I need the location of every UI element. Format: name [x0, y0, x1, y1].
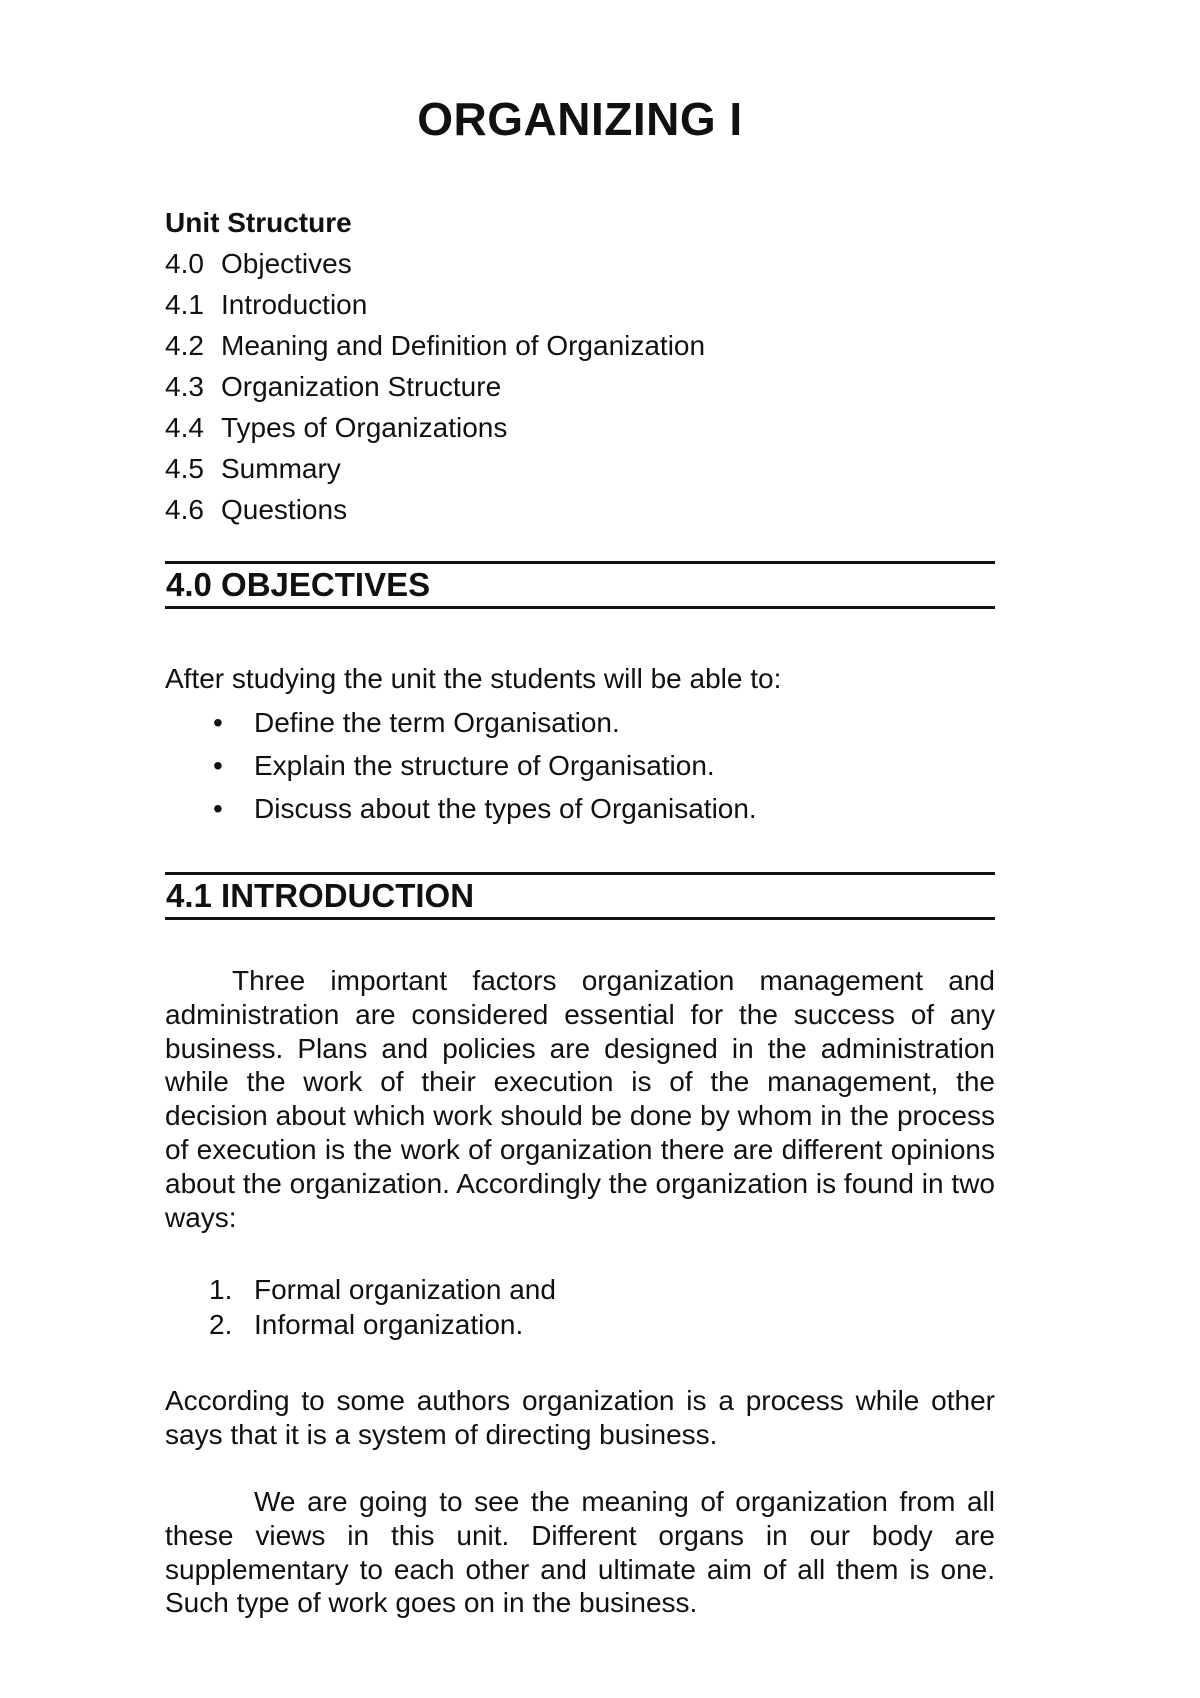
bullet-icon: • — [213, 750, 223, 781]
bullet-item — [165, 787, 995, 830]
introduction-paragraph-2: According to some authors organization is a process while other says that it is a system of directing business. — [165, 1385, 995, 1450]
toc-item-label: Introduction — [221, 289, 368, 320]
bullet-item — [165, 744, 995, 787]
toc-item-number: 4.3 — [165, 371, 204, 402]
bullet-icon: • — [213, 707, 223, 738]
toc-item-label: Summary — [221, 453, 341, 484]
toc-item-number: 4.6 — [165, 494, 204, 525]
unit-structure — [165, 203, 995, 530]
toc-item — [165, 325, 995, 366]
toc-item-label: Meaning and Definition of Organization — [221, 330, 706, 361]
toc-item — [165, 284, 995, 325]
unit-structure-list — [165, 243, 995, 530]
toc-item — [165, 448, 995, 489]
bullet-icon: • — [213, 793, 223, 824]
toc-item-number: 4.0 — [165, 248, 204, 279]
numbered-item-text: Formal organization and — [254, 1274, 556, 1305]
introduction-paragraph-1: Three important factors organization management and administration are considered essential for the success of any business. Plans and policies are designed in the administration while the work of their execution is of the management, the decision about which work should be done by whom in the process of execution is the work of organization there are different opinions about the organization. Accordingly the organization is found in two ways: — [165, 965, 995, 1233]
numbered-item-number: 1. — [209, 1274, 233, 1305]
toc-item-label: Types of Organizations — [221, 412, 508, 443]
toc-item-number: 4.4 — [165, 412, 204, 443]
objectives-section-header — [165, 561, 995, 609]
page-title: ORGANIZING I — [417, 93, 743, 145]
bullet-item — [165, 701, 995, 744]
toc-item-number: 4.5 — [165, 453, 204, 484]
introduction-paragraph-3: We are going to see the meaning of organization from all these views in this unit. Different organs in our body are supplementary to each other and ultimate aim of all them is one. Such type of work goes on in the business. — [165, 1486, 995, 1619]
numbered-item — [165, 1272, 995, 1307]
toc-item-number: 4.1 — [165, 289, 204, 320]
toc-item — [165, 489, 995, 530]
numbered-item — [165, 1307, 995, 1342]
introduction-heading: 4.1 INTRODUCTION — [166, 877, 475, 914]
bullet-text: Define the term Organisation. — [254, 707, 620, 738]
numbered-item-text: Informal organization. — [254, 1309, 524, 1340]
bullet-text: Explain the structure of Organisation. — [254, 750, 715, 781]
organization-types-list — [165, 1272, 995, 1342]
toc-item-label: Questions — [221, 494, 348, 525]
toc-item-label: Organization Structure — [221, 371, 502, 402]
numbered-item-number: 2. — [209, 1309, 233, 1340]
bullet-text: Discuss about the types of Organisation. — [254, 793, 757, 824]
unit-structure-heading: Unit Structure — [165, 207, 352, 238]
toc-item-label: Objectives — [221, 248, 352, 279]
objectives-bullet-list — [165, 701, 995, 830]
toc-item-number: 4.2 — [165, 330, 204, 361]
toc-item — [165, 243, 995, 284]
introduction-section-header — [165, 872, 995, 920]
toc-item — [165, 407, 995, 448]
toc-item — [165, 366, 995, 407]
objectives-heading: 4.0 OBJECTIVES — [166, 566, 431, 603]
objectives-intro: After studying the unit the students will be able to: — [165, 663, 782, 694]
